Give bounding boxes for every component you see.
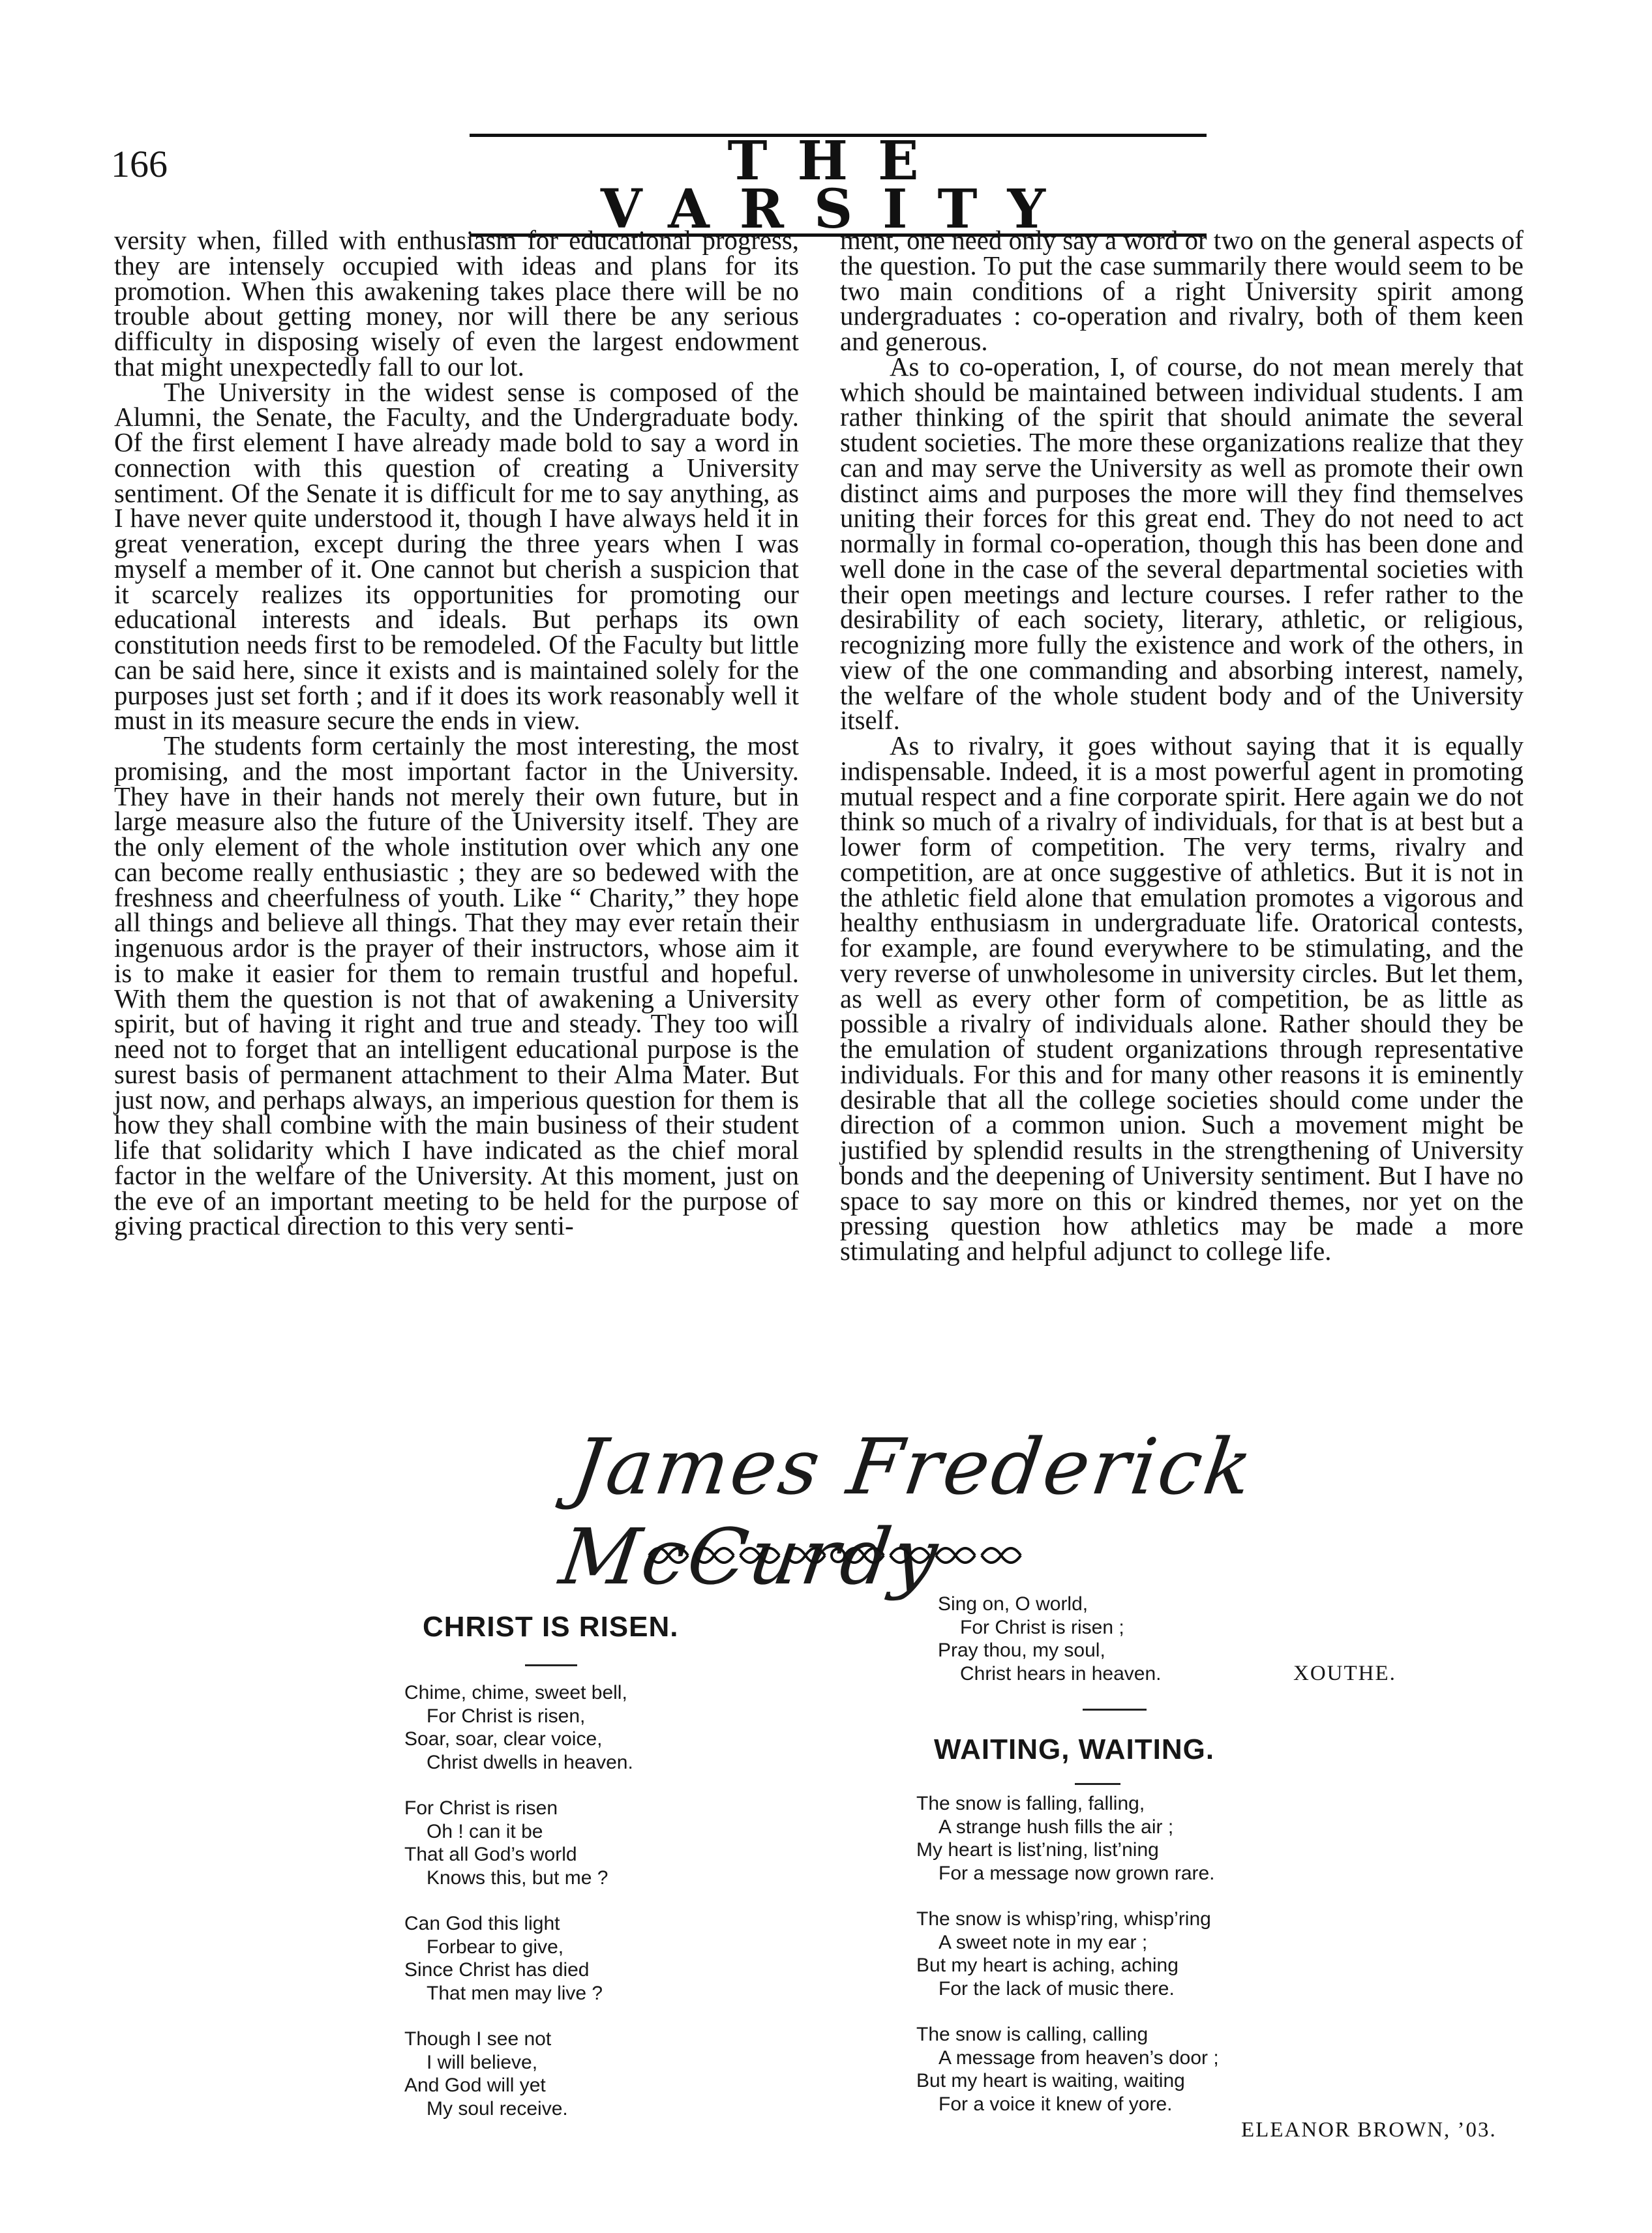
- verse-line: Since Christ has died: [404, 1959, 590, 1981]
- verse-line: For a message now grown rare.: [939, 1862, 1215, 1884]
- verse-line: My soul receive.: [427, 2097, 568, 2120]
- poem-title: WAITING, WAITING.: [934, 1733, 1215, 1765]
- verse-line: Christ hears in heaven.: [960, 1662, 1162, 1685]
- verse-line: But my heart is waiting, waiting: [916, 2070, 1185, 2091]
- verse-line: I will believe,: [427, 2051, 538, 2073]
- verse-line: A strange hush fills the air ;: [939, 1816, 1174, 1838]
- verse-line: Can God this light: [404, 1913, 560, 1934]
- article-right-column: [840, 228, 1524, 1265]
- verse-line: For Christ is risen,: [427, 1705, 586, 1727]
- stanza: [404, 1681, 633, 1774]
- article-paragraph: As to rivalry, it goes without saying that it is equally indispensable. Indeed, it is a most powerful agent in promoting mutual respect and a fine corporate spirit. Here again we do not think so much of a rivalry of individuals, for that is at best but a lower form of competition. The very terms, rivalry and competition, are at once suggestive of athletics. But it is not in the athletic field alone that emulation promotes a vigorous and healthy enthusiasm in undergraduate life. Oratorical contests, for example, are found everywhere to be stimulating, and the very reverse of unwholesome in university circles. But let them, as well as every other form of competition, be as little as possible a rivalry of individuals alone. Rather should they be the emulation of student organizations through representative individuals. For this and for many other reasons it is eminently desirable that all the college societies should come under the direction of a common union. Such a movement might be justified by splendid results in the strengthening of University bonds and the deepening of University sentiment. But I have no space to say more on this or kindred themes, nor yet on the pressing question how athletics may be made a more stimulating and helpful adjunct to college life.: [840, 731, 1524, 1266]
- article-paragraph: versity when, filled with enthusiasm for educational progress, they are intensely occupied with ideas and plans for its promotion. When this awakening takes place there will be no trouble about getting money, nor will there be any serious difficulty in disposing wisely of even the largest endowment that might unexpectedly fall to our lot.: [114, 226, 799, 382]
- poem-author: ELEANOR BROWN, ’03.: [1241, 2118, 1497, 2142]
- verse-line: For Christ is risen ;: [960, 1616, 1124, 1638]
- verse-line: Though I see not: [404, 2028, 552, 2050]
- verse-line: And God will yet: [404, 2075, 546, 2096]
- verse-line: Chime, chime, sweet bell,: [404, 1682, 627, 1703]
- verse-line: For a voice it knew of yore.: [939, 2093, 1173, 2115]
- verse-line: A message from heaven’s door ;: [939, 2046, 1219, 2069]
- verse-line: The snow is calling, calling: [916, 2024, 1149, 2045]
- poem-body: [404, 1681, 633, 2143]
- masthead-text: THE VARSITY: [470, 134, 1207, 237]
- verse-line: Christ dwells in heaven.: [427, 1751, 633, 1773]
- verse-line: For Christ is risen: [404, 1797, 558, 1819]
- page-number: 166: [111, 143, 168, 185]
- stanza: [916, 1908, 1219, 2000]
- article-left-column: [114, 228, 799, 1239]
- masthead-title: [470, 130, 1207, 241]
- verse-line: The snow is falling, falling,: [916, 1793, 1145, 1814]
- section-divider: [1083, 1709, 1147, 1711]
- poem-title: CHRIST IS RISEN.: [423, 1611, 679, 1643]
- decorative-divider-icon: [642, 1536, 1034, 1575]
- verse-line: The snow is whisp’ring, whisp’ring: [916, 1908, 1211, 1930]
- stanza: [916, 2023, 1219, 2116]
- verse-line: For the lack of music there.: [939, 1977, 1175, 2000]
- verse-line: Sing on, O world,: [938, 1593, 1089, 1615]
- stanza: [404, 1797, 633, 1889]
- verse-line: That men may live ?: [427, 1982, 603, 2004]
- article-paragraph: ment, one need only say a word or two on the general aspects of the question. To put the case summarily there would seem to be two main conditions of a right University spirit among undergraduates : co-operation and rivalry, both of them keen and generous.: [840, 226, 1524, 356]
- verse-line: Soar, soar, clear voice,: [404, 1728, 603, 1750]
- stanza: [404, 2028, 633, 2120]
- stanza: [404, 1912, 633, 2005]
- poem-body: [916, 1792, 1219, 2138]
- verse-line: But my heart is aching, aching: [916, 1955, 1179, 1976]
- article-paragraph: The students form certainly the most interesting, the most promising, and the most important factor in the University. They have in their hands not merely their own future, but in large measure also the future of the University itself. They are the only element of the whole institution over which any one can become really enthusiastic ; they are so bedewed with the freshness and cheerfulness of youth. Like “ Charity,” they hope all things and believe all things. That they may ever retain their ingenuous ardor is the prayer of their instructors, whose aim it is to make it easier for them to remain trustful and hopeful. With them the question is not that of awakening a University spirit, but of having it right and true and steady. They too will need not to forget that an intelligent educational purpose is the surest basis of permanent attachment to their Alma Mater. But just now, and perhaps always, an imperious question for them is how they shall combine with the main business of their student life that solidarity which I have indicated as the chief moral factor in the welfare of the University. At this moment, just on the eve of an important meeting to be held for the purpose of giving practical direction to this very senti-: [114, 731, 799, 1241]
- author-signature: James Frederick McCurdy: [554, 1422, 1261, 1602]
- verse-line: That all God’s world: [404, 1844, 577, 1865]
- poem-continuation: [938, 1593, 1162, 1685]
- article-paragraph: As to co-operation, I, of course, do not mean merely that which should be maintained between individual students. I am rather thinking of the spirit that should animate the several student societies. The more these organizations realize that they can and may serve the University as well as promote their own distinct aims and purposes the more will they find themselves uniting their forces for this great end. They do not need to act normally in formal co-operation, though this has been done and well done in the case of the several departmental societies with their open meetings and lecture courses. I refer rather to the desirability of each society, literary, athletic, or religious, recognizing more fully the existence and work of the others, in view of the one commanding and absorbing interest, namely, the welfare of the whole student body and of the University itself.: [840, 352, 1524, 736]
- poem-author: XOUTHE.: [1293, 1662, 1396, 1685]
- verse-line: A sweet note in my ear ;: [939, 1931, 1148, 1953]
- verse-line: Knows this, but me ?: [427, 1866, 608, 1889]
- verse-line: Forbear to give,: [427, 1936, 564, 1958]
- verse-line: Oh ! can it be: [427, 1820, 543, 1842]
- title-rule: [1075, 1783, 1120, 1785]
- verse-line: Pray thou, my soul,: [938, 1640, 1105, 1661]
- verse-line: My heart is list’ning, list’ning: [916, 1839, 1159, 1861]
- title-rule: [525, 1664, 577, 1666]
- stanza: [916, 1792, 1219, 1885]
- article-paragraph: The University in the widest sense is composed of the Alumni, the Senate, the Faculty, and the Undergraduate body. Of the first element I have already made bold to say a word in connection with this question of creating a University sentiment. Of the Senate it is difficult for me to say anything, as I have never quite understood it, though I have always held it in great veneration, except during the three years when I was myself a member of it. One cannot but cherish a suspicion that it scarcely realizes its opportunities for promoting our educational interests and ideals. But perhaps its own constitution needs first to be remodeled. Of the Faculty but little can be said here, since it exists and is maintained solely for the purposes just set forth ; and if it does its work reasonably well it must in its measure secure the ends in view.: [114, 377, 799, 736]
